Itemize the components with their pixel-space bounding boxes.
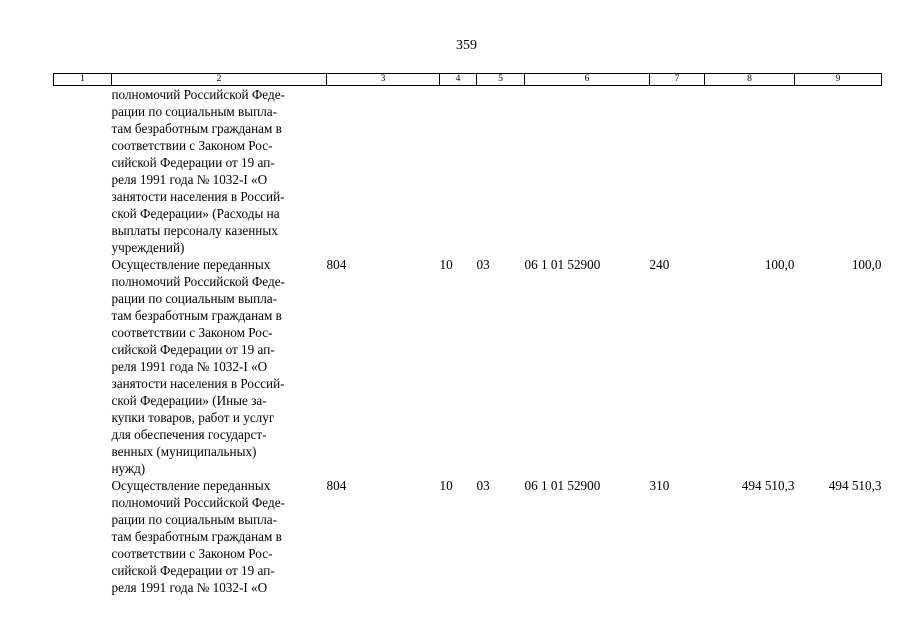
row-number-cell <box>54 477 112 596</box>
budget-table <box>53 73 882 596</box>
table-row <box>54 86 882 257</box>
header-col-2: 2 <box>112 74 327 86</box>
table-row <box>54 256 882 477</box>
subsection-code <box>477 86 525 257</box>
ministry-code <box>327 86 440 257</box>
expense-type-code: 310 <box>649 478 670 493</box>
row-number-cell <box>54 86 112 257</box>
header-col-7: 7 <box>650 74 705 86</box>
expense-name: полномочий Российской Феде- рации по социальным выпла- там безработным гражданам в соответствии с Законом Рос- сийской Федерации от 19 ап- реля 1991 года № 1032-I «О занятости населения в Россий- ской Федерации» (Расходы на выплаты персоналу казенных учреждений) <box>111 87 285 255</box>
amount-col-9 <box>795 86 882 257</box>
amount-col-9: 494 510,3 <box>828 478 882 493</box>
header-col-8: 8 <box>705 74 795 86</box>
subsection-code: 03 <box>476 478 490 493</box>
header-col-5: 5 <box>477 74 525 86</box>
target-article-code <box>525 86 650 257</box>
header-row <box>54 74 882 86</box>
amount-col-8 <box>705 86 795 257</box>
header-col-9: 9 <box>795 74 882 86</box>
section-code <box>440 86 477 257</box>
target-article-code: 06 1 01 52900 <box>524 257 601 272</box>
header-col-3: 3 <box>327 74 440 86</box>
table-row <box>54 477 882 596</box>
expense-name: Осуществление переданных полномочий Российской Феде- рации по социальным выпла- там безработным гражданам в соответствии с Законом Рос- сийской Федерации от 19 ап- реля 1991 года № 1032-I «О <box>111 478 285 595</box>
subsection-code: 03 <box>476 257 490 272</box>
target-article-code: 06 1 01 52900 <box>524 478 601 493</box>
header-col-4: 4 <box>440 74 477 86</box>
ministry-code: 804 <box>326 257 347 272</box>
expense-type-code <box>650 86 705 257</box>
expense-name: Осуществление переданных полномочий Российской Феде- рации по социальным выпла- там безработным гражданам в соответствии с Законом Рос- сийской Федерации от 19 ап- реля 1991 года № 1032-I «О занятости населения в Россий- ской Федерации» (Иные за- купки товаров, работ и услуг для обеспечения государст- венных (муниципальных) нужд) <box>111 257 285 476</box>
amount-col-9: 100,0 <box>851 257 882 272</box>
row-number-cell <box>54 256 112 477</box>
header-col-1: 1 <box>54 74 112 86</box>
ministry-code: 804 <box>326 478 347 493</box>
page-number: 359 <box>456 38 477 53</box>
amount-col-8: 100,0 <box>764 257 795 272</box>
amount-col-8: 494 510,3 <box>741 478 795 493</box>
section-code: 10 <box>439 257 453 272</box>
section-code: 10 <box>439 478 453 493</box>
header-col-6: 6 <box>525 74 650 86</box>
expense-type-code: 240 <box>649 257 670 272</box>
